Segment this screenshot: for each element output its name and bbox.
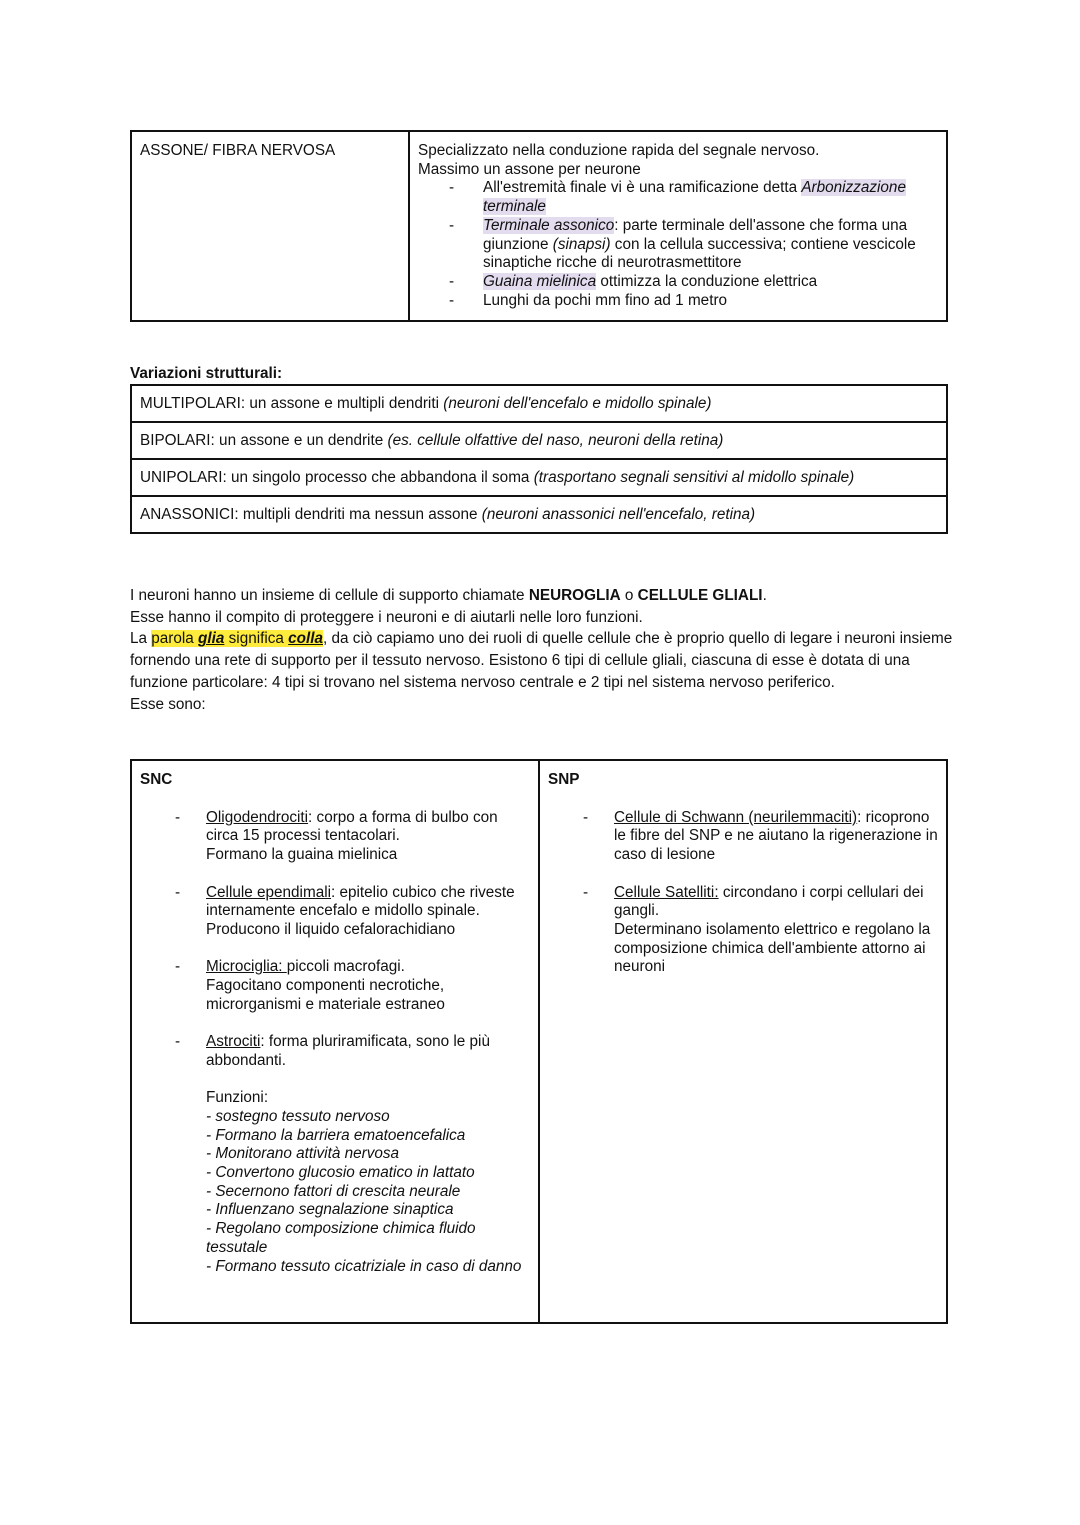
bold-term: CELLULE GLIALI [637,587,763,604]
paragraph-line [130,585,960,607]
bullet-text: ottimizza la conduzione elettrica [596,272,818,290]
text: : forma pluriramificata, sono le più abbondanti. [206,1033,490,1069]
yellow-highlight [151,630,323,647]
function-item: - Convertono glucosio ematico in lattato [206,1164,475,1181]
axon-table [130,130,948,322]
cell-name: Cellule ependimali [206,883,331,901]
bullet-italic: (sinapsi) [552,235,611,253]
snc-column [131,760,539,1323]
list-item [483,179,938,216]
list-item [206,884,530,940]
paragraph-line: Esse hanno il compito di proteggere i neuroni e di aiutarli nelle loro funzioni. [130,608,643,626]
text: . [762,587,767,604]
text: piccoli macrofagi. [286,958,405,976]
bold-term: colla [288,630,324,648]
table-row [131,496,947,533]
row-text: BIPOLARI: un assone e un dendrite [140,431,388,449]
axon-line: Specializzato nella conduzione rapida del segnale nervoso. [418,142,820,159]
cell-name: Cellule Satelliti: [614,883,719,901]
row-note: (neuroni dell'encefalo e midollo spinale) [443,394,712,412]
function-item: - Formano la barriera ematoencefalica [206,1126,466,1144]
function-item: - Formano tessuto cicatriziale in caso di danno [206,1257,522,1275]
paragraph-line: Esse sono: [130,695,206,713]
text: Formano la guaina mielinica [206,846,398,864]
bullet-text: : parte terminale dell'assone che forma una giunzione [483,216,908,253]
row-text: ANASSONICI: multipli dendriti ma nessun assone [140,505,482,523]
row-text: MULTIPOLARI: un assone e multipli dendriti [140,394,444,412]
text: , da ciò capiamo uno dei ruoli di quelle cellule che è proprio quello di legare i neuroni insieme fornendo una rete di supporto per il tessuto nervoso. Esistono 6 tipi di cellule gliali, ciascuna di esse è dotata di una funzione particolare: 4 tipi si trovano nel sistema nervoso centrale e 2 tipi nel sistema nervoso periferico. [130,630,953,691]
row-note: (es. cellule olfattive del naso, neuroni della retina) [387,431,724,449]
text: significa [224,630,289,648]
list-item [483,273,938,292]
highlight: Guaina mielinica [483,272,597,290]
neuroglia-paragraph [130,585,960,715]
snp-list [548,809,938,977]
table-row [131,459,947,496]
snp-column [539,760,947,1323]
table-row [131,385,947,422]
text: Producono il liquido cefalorachidiano [206,920,456,938]
text: La [130,630,152,648]
list-item [614,884,938,978]
paragraph-line [130,628,960,693]
cell-name: Astrociti [206,1033,261,1051]
axon-bullet-list [418,179,938,310]
bold-term: NEUROGLIA [528,587,621,604]
function-item: - Influenzano segnalazione sinaptica [206,1201,454,1219]
cell-name: Cellule di Schwann (neurilemmaciti) [614,808,858,826]
row-text: UNIPOLARI: un singolo processo che abbandona il soma [140,468,534,486]
function-item: - Monitorano attività nervosa [206,1145,400,1163]
text: o [620,587,638,604]
bullet-text: All'estremità finale vi è una ramificazione detta [483,179,802,197]
variations-heading: Variazioni strutturali: [130,365,283,382]
axon-term: ASSONE/ FIBRA NERVOSA [131,131,409,321]
cell-name: Oligodendrociti [206,808,309,826]
list-item [206,1033,530,1276]
function-item: - Secernono fattori di crescita neurale [206,1182,461,1200]
list-item [483,292,938,311]
text: : ricoprono le fibre del SNP e ne aiutano la rigenerazione in caso di lesione [614,808,938,864]
bullet-text: con la cellula successiva; contiene vescicole sinaptiche ricche di neurotrasmettitore [483,235,916,272]
snp-header: SNP [548,771,580,788]
text: parola [151,630,199,648]
function-item: - Regolano composizione chimica fluido tessutale [206,1220,476,1256]
function-item: - sostegno tessuto nervoso [206,1107,390,1125]
row-note: (trasportano segnali sensitivi al midollo spinale) [533,468,855,486]
axon-line: Massimo un assone per neurone [418,160,641,178]
text: Determinano isolamento elettrico e regolano la composizione chimica dell'ambiente attorno ai neuroni [614,920,931,976]
text: circondano i corpi cellulari dei gangli. [614,883,924,920]
list-item [614,809,938,865]
table-row [131,422,947,459]
variations-table [130,384,948,534]
axon-description [409,131,947,321]
highlight: Arbonizzazione terminale [483,179,906,216]
text: Fagocitano componenti necrotiche, microrganismi e materiale estraneo [206,977,445,1013]
highlight: Terminale assonico [483,216,615,234]
snc-list [140,809,530,1277]
snc-header: SNC [140,771,173,788]
text: I neuroni hanno un insieme di cellule di supporto chiamate [130,587,529,604]
functions-label: Funzioni: [206,1089,269,1107]
glia-table [130,759,948,1324]
functions-block [206,1089,530,1276]
bullet-text: Lunghi da pochi mm fino ad 1 metro [483,291,728,309]
text: : corpo a forma di bulbo con circa 15 processi tentacolari. [206,808,498,845]
list-item [483,217,938,273]
text: : epitelio cubico che riveste internamente encefalo e midollo spinale. [206,883,515,920]
row-note: (neuroni anassonici nell'encefalo, retina) [481,505,756,523]
bold-term: glia [198,630,225,648]
list-item [206,958,530,1014]
cell-name: Microciglia: [206,958,287,976]
list-item [206,809,530,865]
